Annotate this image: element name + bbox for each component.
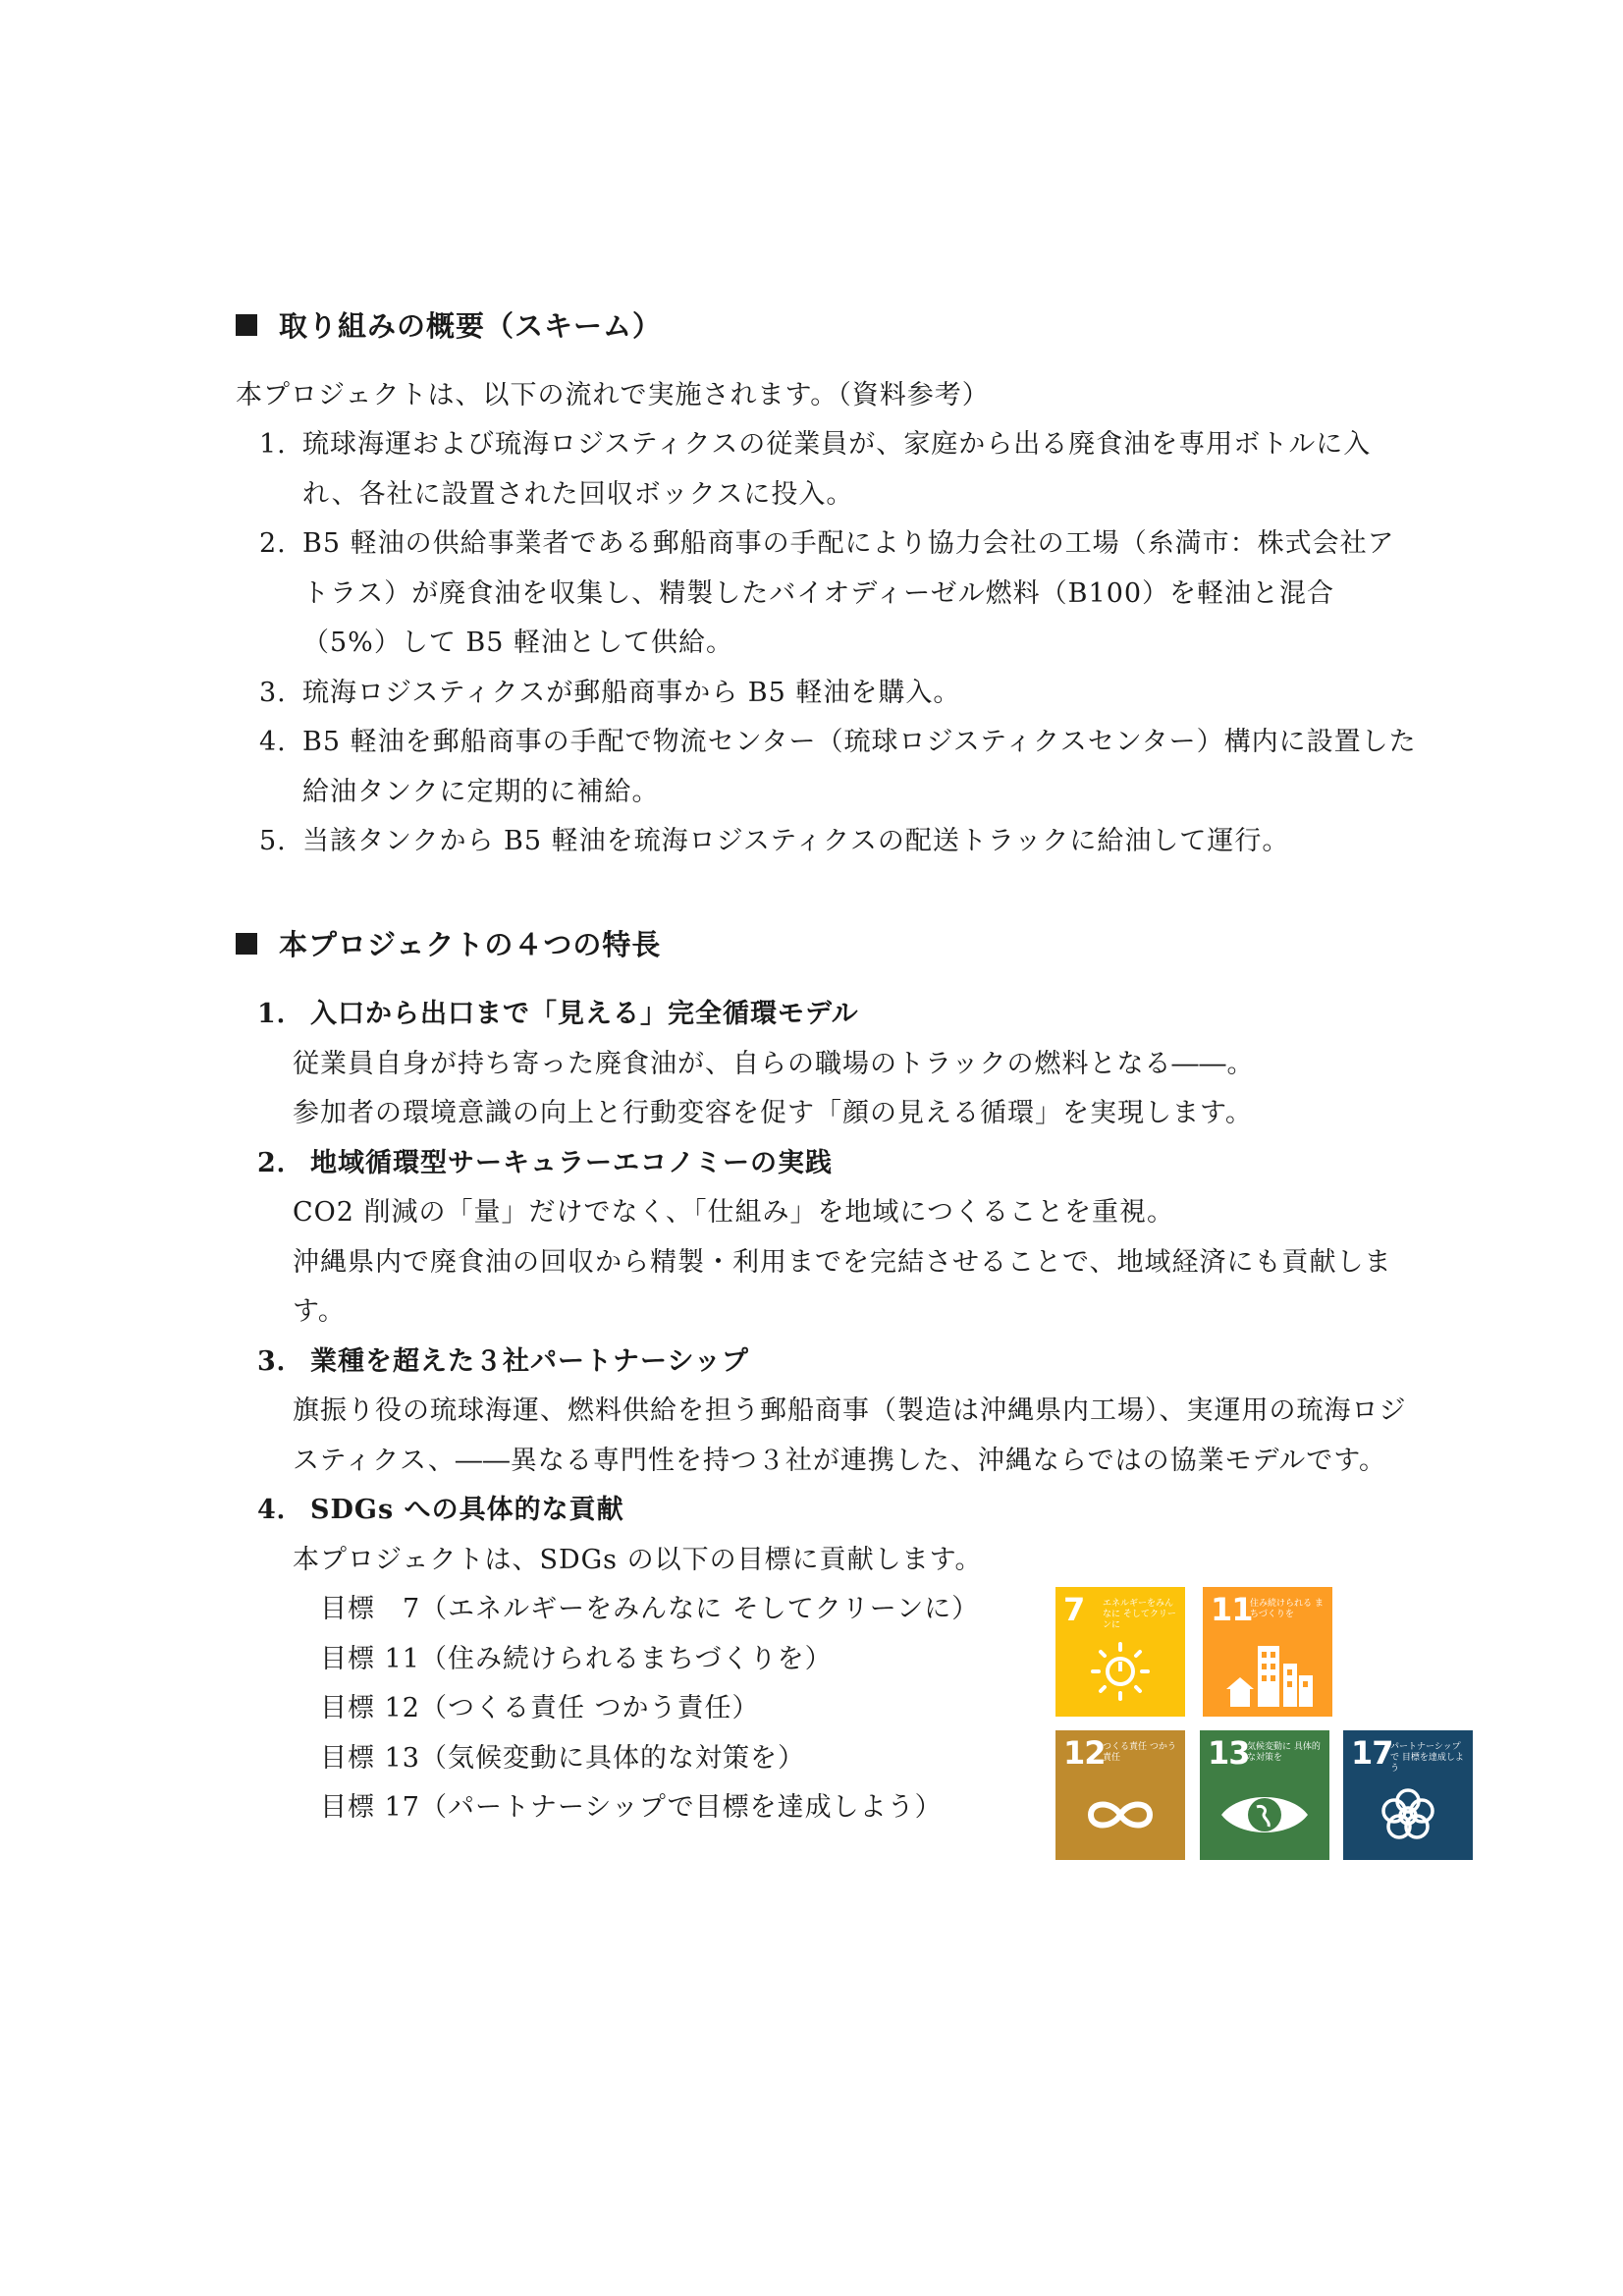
sdg-label: つくる責任 つかう責任 bbox=[1103, 1742, 1176, 1763]
sdg-target-item: 目標 13（気候変動に具体的な対策を） bbox=[320, 1742, 805, 1774]
sdg-label: エネルギーをみんなに そしてクリーンに bbox=[1103, 1599, 1176, 1630]
feature-title bbox=[257, 1338, 1421, 1388]
sdg-target-item: 目標 17（パートナーシップで目標を達成しよう） bbox=[320, 1792, 943, 1823]
sdg-goal-7-tile bbox=[1055, 1587, 1185, 1717]
feature-text-line: 沖縄県内で廃食油の回収から精製・利用までを完結させることで、地域経済にも貢献します。 bbox=[293, 1246, 1392, 1327]
square-bullet-icon bbox=[236, 933, 257, 955]
sdg-label: パートナーシップで 目標を達成しよう bbox=[1390, 1742, 1464, 1774]
sdg-target-item: 目標 11（住み続けられるまちづくりを） bbox=[320, 1643, 833, 1674]
feature-title bbox=[257, 1139, 1421, 1189]
sdg-target-item: 目標 12（つくる責任 つかう責任） bbox=[320, 1693, 760, 1723]
step-number: 3. bbox=[259, 677, 287, 708]
scheme-heading bbox=[236, 304, 662, 345]
sdg-goal-17-tile bbox=[1343, 1730, 1473, 1860]
scheme-steps bbox=[259, 420, 1418, 867]
feature-title-text: SDGs への具体的な貢献 bbox=[310, 1495, 624, 1525]
feature-item bbox=[257, 1139, 1421, 1338]
scheme-intro: 本プロジェクトは、以下の流れで実施されます。（資料参考） bbox=[236, 380, 990, 410]
step-text: 琉海ロジスティクスが郵船商事から B5 軽油を購入。 bbox=[302, 677, 961, 708]
sdg-label: 気候変動に 具体的な対策を bbox=[1247, 1742, 1321, 1763]
step-text: B5 軽油を郵船商事の手配で物流センター（琉球ロジスティクスセンター）構内に設置した給油タンクに定期的に補給。 bbox=[302, 727, 1417, 807]
sdg-intro-text: 本プロジェクトは、SDGs の以下の目標に貢献します。 bbox=[293, 1544, 983, 1575]
step-number: 2. bbox=[259, 528, 287, 559]
sdg-number: 13 bbox=[1208, 1734, 1250, 1772]
sdg-label: 住み続けられる まちづくりを bbox=[1250, 1599, 1324, 1619]
feature-number: 3． bbox=[257, 1345, 304, 1377]
feature-item bbox=[257, 990, 1421, 1139]
feature-number: 2． bbox=[257, 1147, 304, 1178]
sdg-goal-12-tile bbox=[1055, 1730, 1185, 1860]
feature-title-text: 入口から出口まで「見える」完全循環モデル bbox=[310, 999, 859, 1029]
feature-title-text: 地域循環型サーキュラーエコノミーの実践 bbox=[310, 1147, 833, 1178]
feature-text-line: 従業員自身が持ち寄った廃食油が、自らの職場のトラックの燃料となる――。 bbox=[293, 1048, 1255, 1079]
feature-text-line: CO2 削減の「量」だけでなく、「仕組み」を地域につくることを重視。 bbox=[293, 1197, 1174, 1228]
features-heading-text: 本プロジェクトの４つの特長 bbox=[279, 928, 662, 961]
sdg-number: 12 bbox=[1063, 1734, 1106, 1772]
step-text: 当該タンクから B5 軽油を琉海ロジスティクスの配送トラックに給油して運行。 bbox=[302, 826, 1290, 856]
sdg-goal-11-tile bbox=[1203, 1587, 1332, 1717]
sdg-number: 11 bbox=[1211, 1591, 1253, 1628]
feature-number: 1． bbox=[257, 999, 304, 1029]
feature-item bbox=[257, 1338, 1421, 1487]
step-number: 4. bbox=[259, 727, 287, 757]
step-item bbox=[259, 420, 1418, 519]
step-item bbox=[259, 718, 1418, 817]
step-number: 1. bbox=[259, 429, 287, 460]
step-item bbox=[259, 669, 1418, 719]
features-heading bbox=[236, 923, 661, 963]
scheme-heading-text: 取り組みの概要（スキーム） bbox=[279, 309, 663, 343]
feature-title bbox=[257, 990, 1421, 1040]
sdg-number: 17 bbox=[1351, 1734, 1393, 1772]
sdg-goal-13-tile bbox=[1200, 1730, 1329, 1860]
sdg-number: 7 bbox=[1063, 1591, 1085, 1628]
sdg-target-item: 目標 7（エネルギーをみんなに そしてクリーンに） bbox=[320, 1594, 980, 1624]
feature-number: 4． bbox=[257, 1495, 304, 1525]
feature-title bbox=[257, 1486, 1421, 1536]
feature-text-line: 旗振り役の琉球海運、燃料供給を担う郵船商事（製造は沖縄県内工場）、実運用の琉海ロジスティクス、――異なる専門性を持つ３社が連携した、沖縄ならではの協業モデルです。 bbox=[293, 1395, 1407, 1476]
step-item bbox=[259, 817, 1418, 867]
step-item bbox=[259, 519, 1418, 669]
square-bullet-icon bbox=[236, 314, 257, 336]
step-number: 5. bbox=[259, 826, 287, 856]
step-text: 琉球海運および琉海ロジスティクスの従業員が、家庭から出る廃食油を専用ボトルに入れ、各社に設置された回収ボックスに投入。 bbox=[302, 429, 1372, 510]
feature-text-line: 参加者の環境意識の向上と行動変容を促す「顔の見える循環」を実現します。 bbox=[293, 1098, 1253, 1128]
step-text: B5 軽油の供給事業者である郵船商事の手配により協力会社の工場（糸満市：株式会社アトラス）が廃食油を収集し、精製したバイオディーゼル燃料（B100）を軽油と混合（5%）して B5 軽油として供給。 bbox=[302, 528, 1395, 658]
feature-title-text: 業種を超えた３社パートナーシップ bbox=[310, 1345, 749, 1377]
